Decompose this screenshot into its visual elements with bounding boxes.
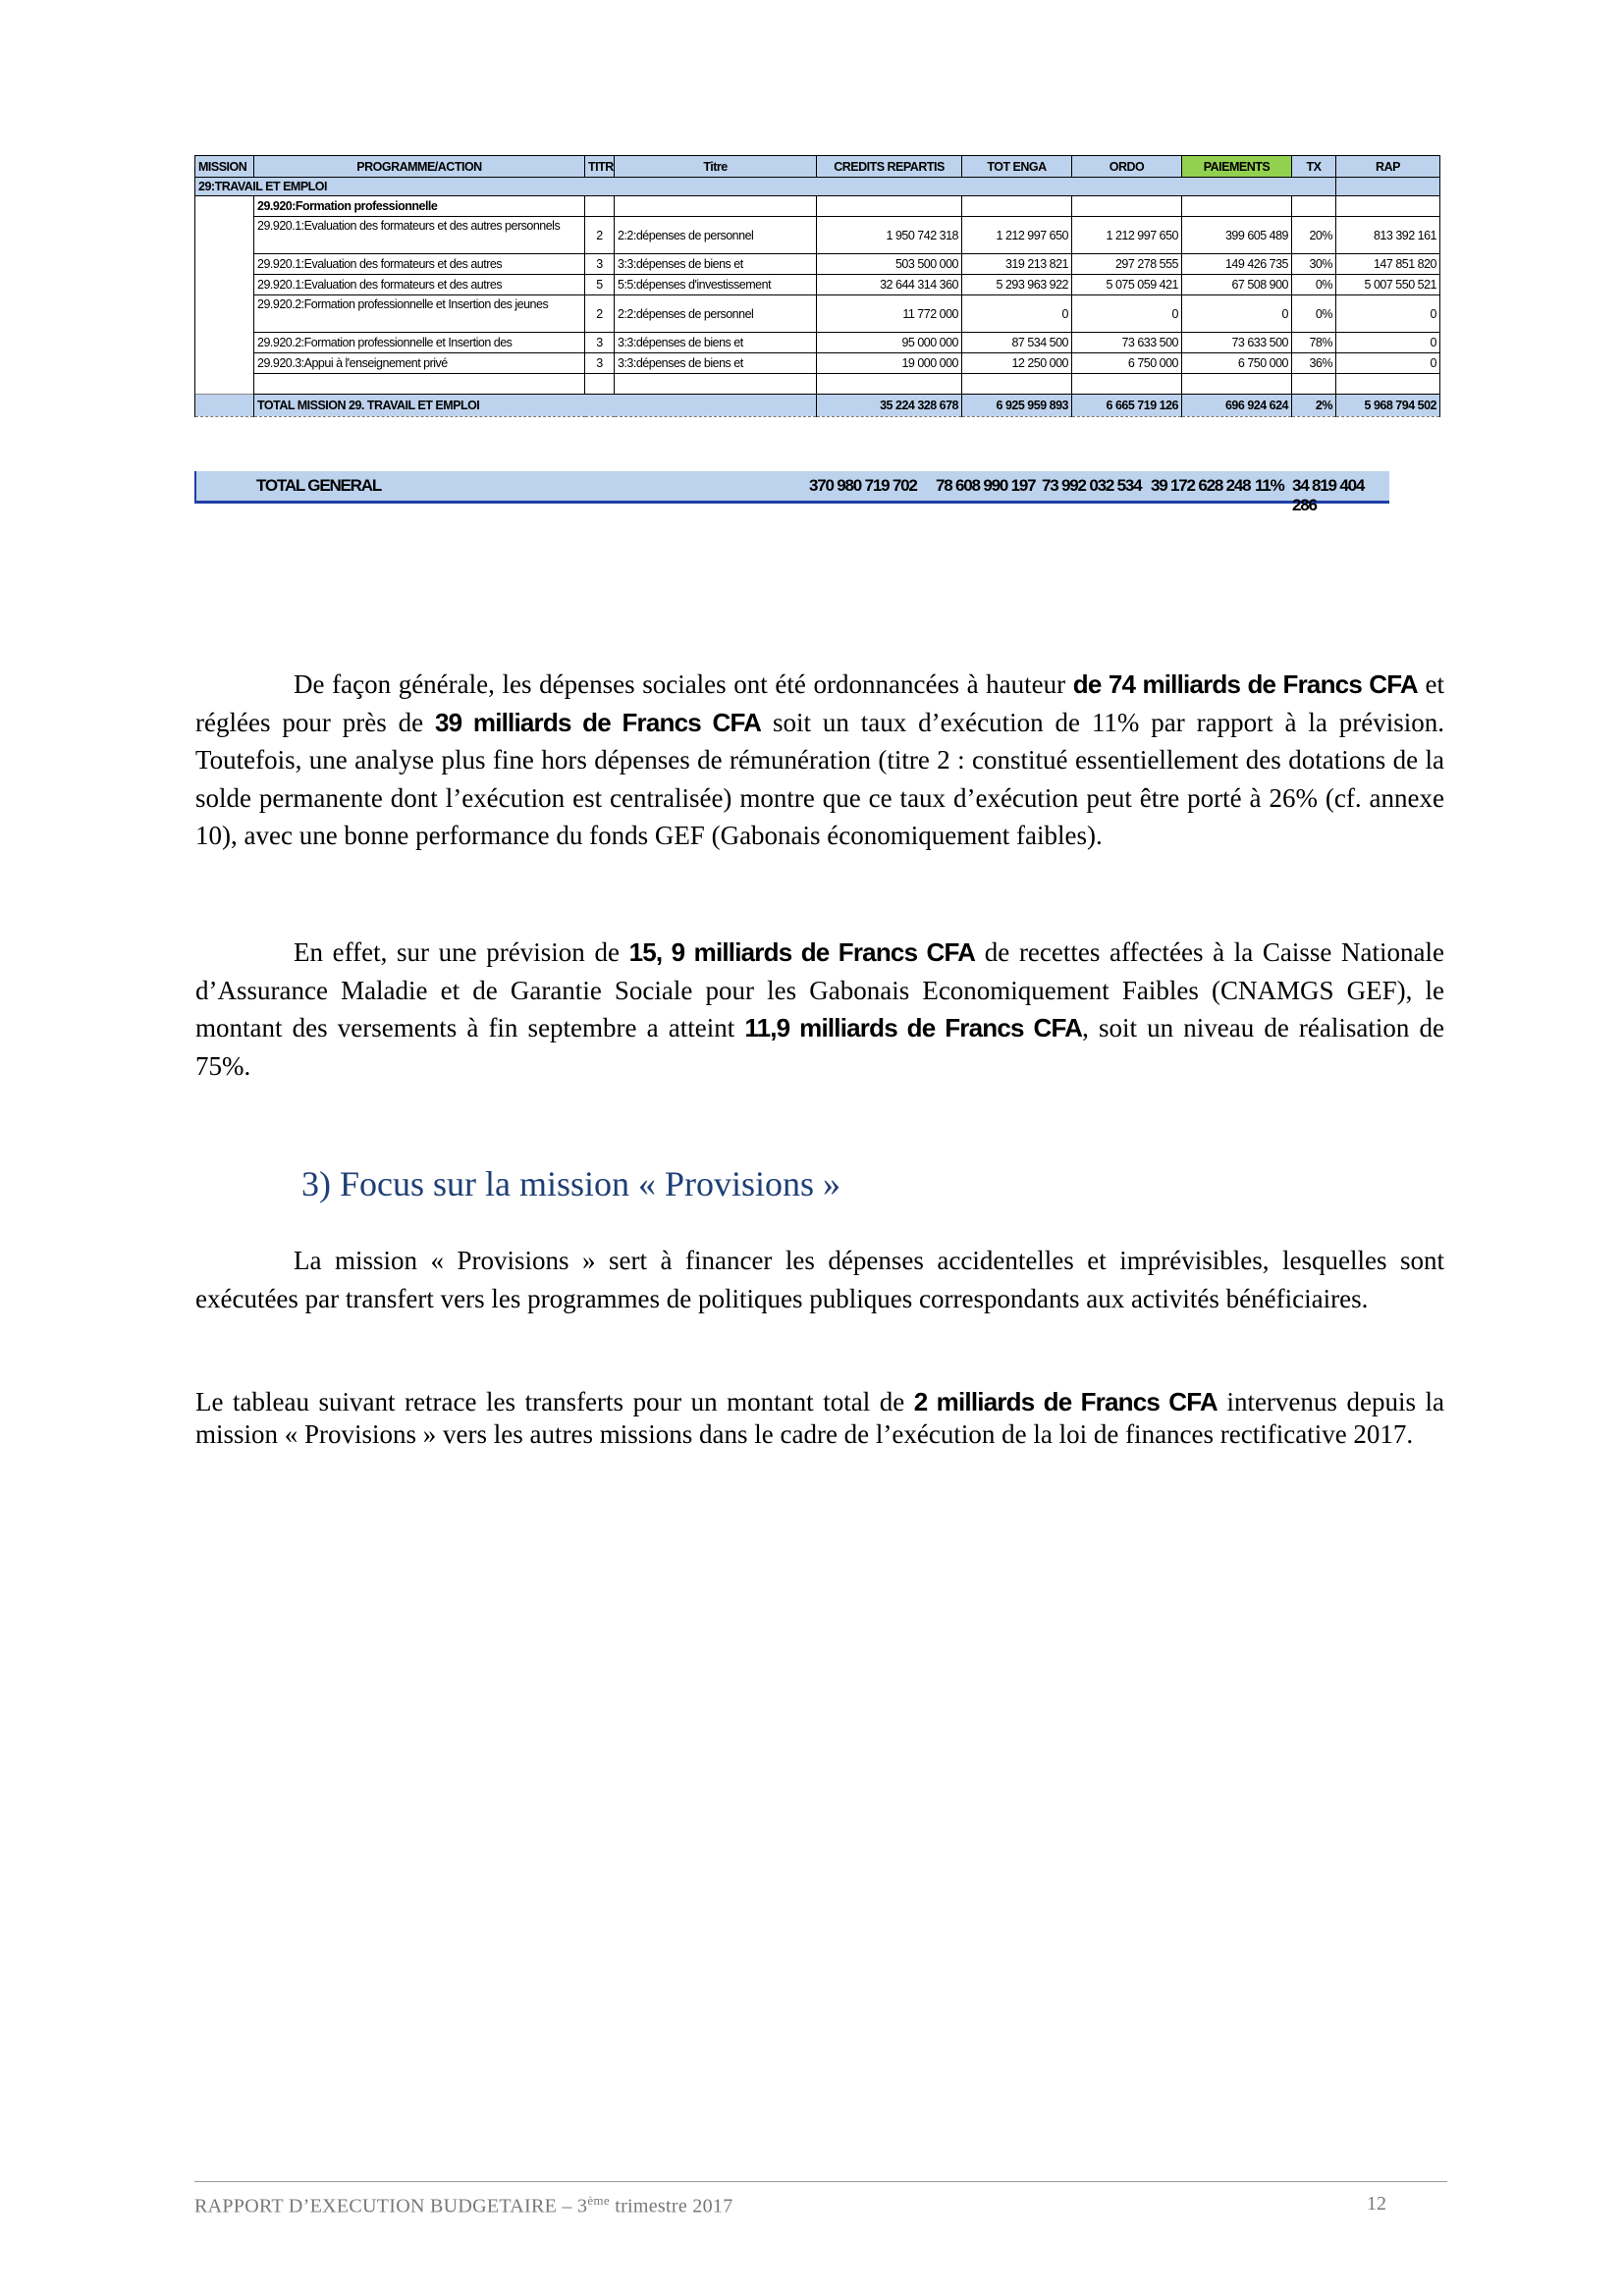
total-mission-ordo: 6 665 719 126 <box>1072 395 1182 417</box>
budget-table-container <box>194 155 1439 417</box>
row-rap: 5 007 550 521 <box>1336 275 1440 295</box>
total-mission-rap: 5 968 794 502 <box>1336 395 1440 417</box>
table-row <box>195 295 1440 333</box>
page-number: 12 <box>1367 2193 1386 2215</box>
grand-total-ordo: 73 992 032 534 <box>1042 476 1142 495</box>
header-credits: CREDITS REPARTIS <box>817 156 962 178</box>
row-titr: 5 <box>585 275 615 295</box>
table-header-row <box>195 156 1440 178</box>
row-tx: 20% <box>1292 217 1336 254</box>
row-enga: 87 534 500 <box>962 333 1072 353</box>
row-rap: 0 <box>1336 353 1440 374</box>
grand-total-credits: 370 980 719 702 <box>809 476 917 495</box>
row-titr: 3 <box>585 254 615 275</box>
row-paiements: 6 750 000 <box>1182 353 1292 374</box>
row-ordo: 5 075 059 421 <box>1072 275 1182 295</box>
row-credits: 11 772 000 <box>817 295 962 333</box>
row-action: 29.920.1:Evaluation des formateurs et des autres personnels <box>254 217 585 254</box>
table-row <box>195 333 1440 353</box>
programme-label: 29.920:Formation professionnelle <box>254 196 585 217</box>
total-mission-label: TOTAL MISSION 29. TRAVAIL ET EMPLOI <box>254 395 817 417</box>
header-programme: PROGRAMME/ACTION <box>254 156 585 178</box>
total-mission-paiements: 696 924 624 <box>1182 395 1292 417</box>
row-ordo: 6 750 000 <box>1072 353 1182 374</box>
row-paiements: 73 633 500 <box>1182 333 1292 353</box>
grand-total-rap: 34 819 404 286 <box>1292 476 1365 514</box>
paragraph-depenses-sociales: De façon générale, les dépenses sociales ont été ordonnancées à hauteur de 74 milliards de Francs CFA et réglées pour près de 39 milliards de Francs CFA soit un taux d’exécution de 11% par rapport à la prévision. Toutefois, une analyse plus fine hors dépenses de rémunération (titre 2 : constitué essentiellement des dotations de la solde permanente dont l’exécution est centralisée) montre que ce taux d’exécution peut être porté à 26% (cf. annexe 10), avec une bonne performance du fonds GEF (Gabonais économiquement faibles). <box>195 669 1444 850</box>
row-tx: 36% <box>1292 353 1336 374</box>
total-mission-row <box>195 395 1440 417</box>
section-heading: 3) Focus sur la mission « Provisions » <box>301 1164 841 1203</box>
row-titre: 3:3:dépenses de biens et <box>615 353 817 374</box>
header-rap: RAP <box>1336 156 1440 178</box>
row-titr: 2 <box>585 295 615 333</box>
total-mission-enga: 6 925 959 893 <box>962 395 1072 417</box>
row-enga: 319 213 821 <box>962 254 1072 275</box>
paragraph-cnamgs: En effet, sur une prévision de 15, 9 milliards de Francs CFA de recettes affectées à la Caisse Nationale d’Assurance Maladie et de Garantie Sociale pour les Gabonais Economiquement Faibles (CNAMGS GEF), le montant des versements à fin septembre a atteint 11,9 milliards de Francs CFA, soit un niveau de réalisation de 75%. <box>195 937 1445 1081</box>
row-tx: 0% <box>1292 275 1336 295</box>
row-rap: 813 392 161 <box>1336 217 1440 254</box>
row-paiements: 149 426 735 <box>1182 254 1292 275</box>
row-ordo: 73 633 500 <box>1072 333 1182 353</box>
row-ordo: 0 <box>1072 295 1182 333</box>
table-row <box>195 353 1440 374</box>
row-tx: 78% <box>1292 333 1336 353</box>
row-paiements: 0 <box>1182 295 1292 333</box>
row-credits: 1 950 742 318 <box>817 217 962 254</box>
budget-table <box>194 155 1440 417</box>
header-tx: TX <box>1292 156 1336 178</box>
grand-total-enga: 78 608 990 197 <box>936 476 1036 495</box>
row-titr: 3 <box>585 333 615 353</box>
programme-row <box>195 196 1440 217</box>
grand-total-paiements: 39 172 628 248 <box>1151 476 1251 495</box>
row-enga: 1 212 997 650 <box>962 217 1072 254</box>
row-titre: 2:2:dépenses de personnel <box>615 295 817 333</box>
header-enga: TOT ENGA <box>962 156 1072 178</box>
table-row <box>195 275 1440 295</box>
row-credits: 32 644 314 360 <box>817 275 962 295</box>
row-credits: 19 000 000 <box>817 353 962 374</box>
row-titr: 3 <box>585 353 615 374</box>
row-action: 29.920.1:Evaluation des formateurs et des autres <box>254 275 585 295</box>
row-titre: 2:2:dépenses de personnel <box>615 217 817 254</box>
row-enga: 12 250 000 <box>962 353 1072 374</box>
row-paiements: 67 508 900 <box>1182 275 1292 295</box>
footer-divider <box>194 2181 1447 2182</box>
header-titr: TITR <box>585 156 615 178</box>
row-action: 29.920.3:Appui à l'enseignement privé <box>254 353 585 374</box>
header-paiements: PAIEMENTS <box>1182 156 1292 178</box>
empty-row <box>195 374 1440 395</box>
table-row <box>195 254 1440 275</box>
row-tx: 0% <box>1292 295 1336 333</box>
row-enga: 0 <box>962 295 1072 333</box>
paragraph-provisions: La mission « Provisions » sert à financer les dépenses accidentelles et imprévisibles, lesquelles sont exécutées par transfert vers les programmes de politiques publiques correspondants aux activités bénéficiaires. <box>195 1246 1444 1313</box>
row-ordo: 1 212 997 650 <box>1072 217 1182 254</box>
row-titre: 5:5:dépenses d'investissement <box>615 275 817 295</box>
header-mission: MISSION <box>195 156 254 178</box>
row-titre: 3:3:dépenses de biens et <box>615 254 817 275</box>
row-paiements: 399 605 489 <box>1182 217 1292 254</box>
grand-total-tx: 11% <box>1255 476 1284 495</box>
row-action: 29.920.2:Formation professionnelle et Insertion des <box>254 333 585 353</box>
row-enga: 5 293 963 922 <box>962 275 1072 295</box>
paragraph-transferts: Le tableau suivant retrace les transferts pour un montant total de 2 milliards de Francs CFA intervenus depuis la mission « Provisions » vers les autres missions dans le cadre de l’exécution de la loi de finances rectificative 2017. <box>195 1387 1444 1449</box>
row-tx: 30% <box>1292 254 1336 275</box>
grand-total-row <box>194 471 1389 514</box>
row-titr: 2 <box>585 217 615 254</box>
mission-label: 29:TRAVAIL ET EMPLOI <box>195 178 1336 196</box>
mission-row <box>195 178 1440 196</box>
row-titre: 3:3:dépenses de biens et <box>615 333 817 353</box>
grand-total-label: TOTAL GENERAL <box>256 476 382 495</box>
row-action: 29.920.2:Formation professionnelle et Insertion des jeunes <box>254 295 585 333</box>
header-titre: Titre <box>615 156 817 178</box>
total-mission-credits: 35 224 328 678 <box>817 395 962 417</box>
row-rap: 147 851 820 <box>1336 254 1440 275</box>
table-row <box>195 217 1440 254</box>
row-ordo: 297 278 555 <box>1072 254 1182 275</box>
footer-title: RAPPORT D’EXECUTION BUDGETAIRE – 3ème trimestre 2017 <box>194 2193 733 2217</box>
row-credits: 503 500 000 <box>817 254 962 275</box>
row-rap: 0 <box>1336 295 1440 333</box>
row-action: 29.920.1:Evaluation des formateurs et des autres <box>254 254 585 275</box>
row-rap: 0 <box>1336 333 1440 353</box>
row-credits: 95 000 000 <box>817 333 962 353</box>
total-mission-tx: 2% <box>1292 395 1336 417</box>
header-ordo: ORDO <box>1072 156 1182 178</box>
